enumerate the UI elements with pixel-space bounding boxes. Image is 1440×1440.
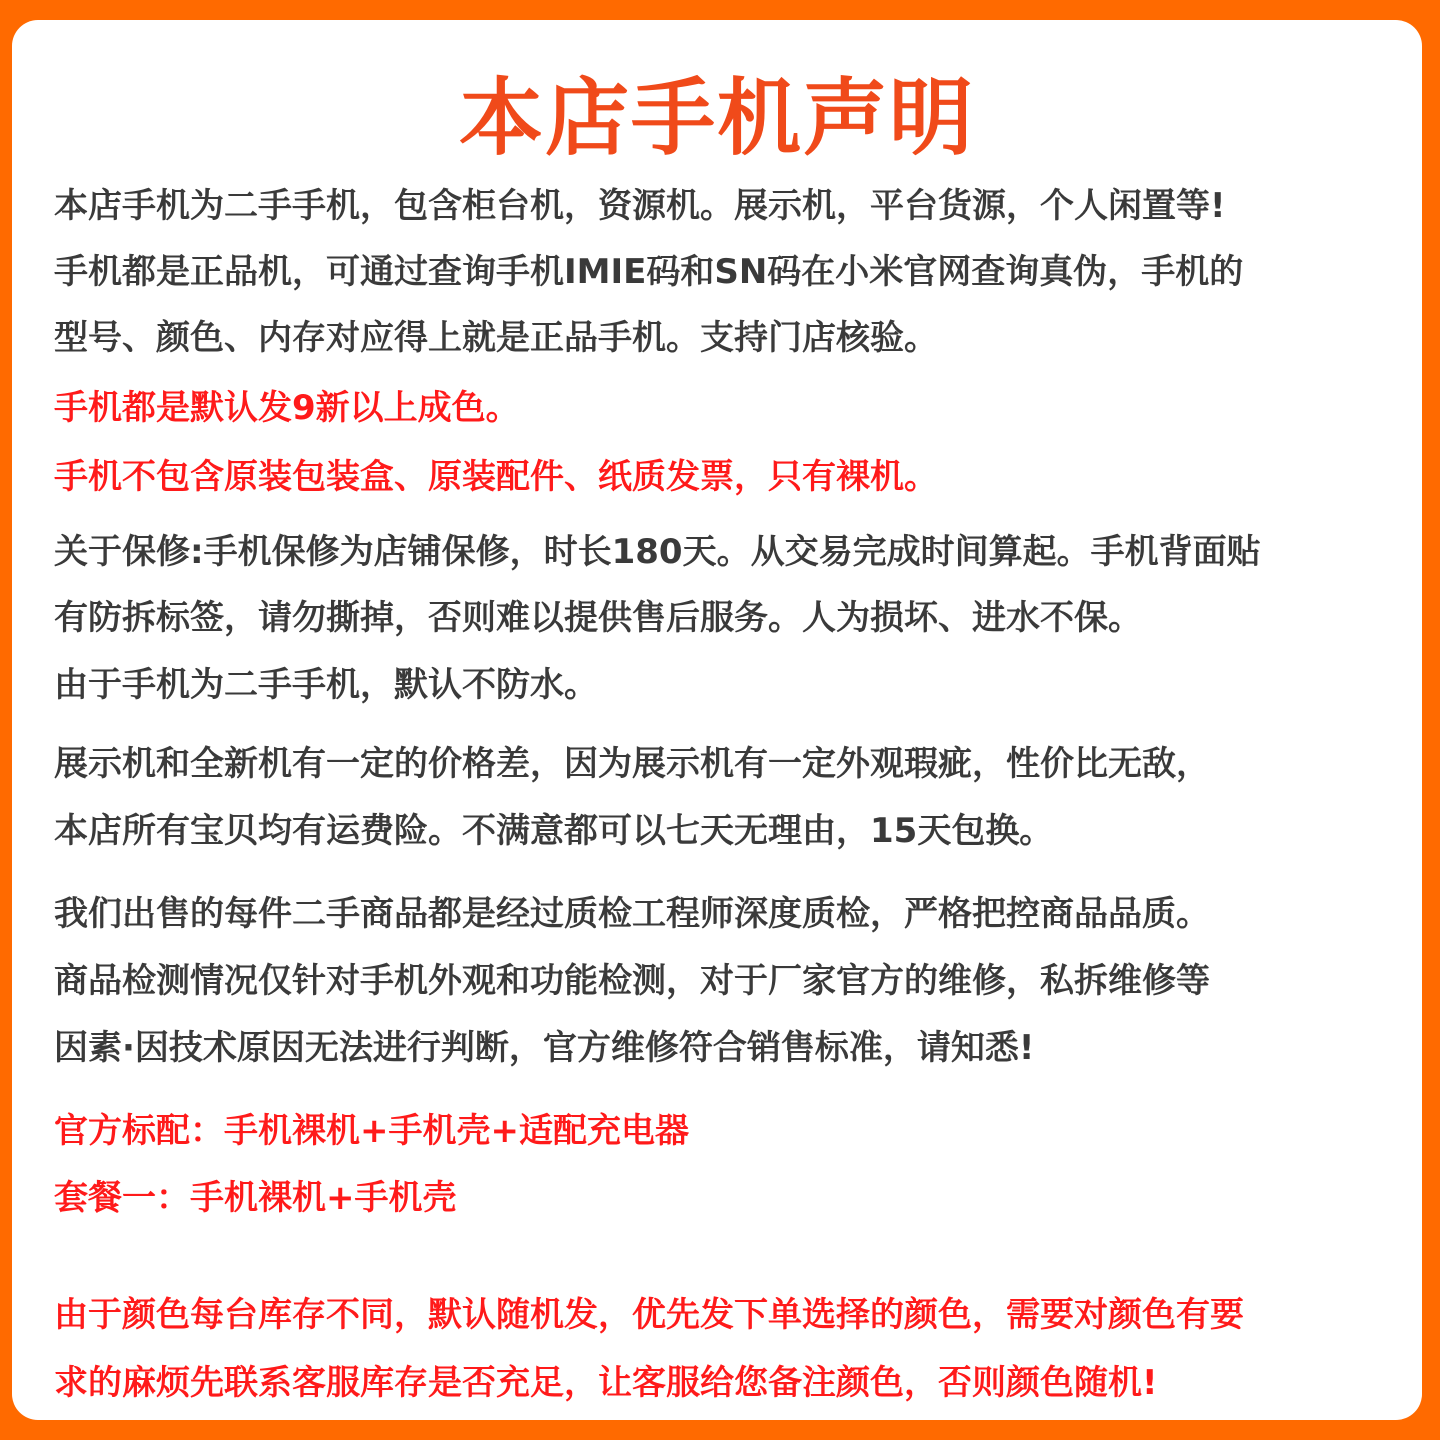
inspection-line: 我们出售的每件二手商品都是经过质检工程师深度质检，严格把控商品品质。 (54, 894, 1210, 934)
display-machine-line: 本店所有宝贝均有运费险。不满意都可以七天无理由，15天包换。 (54, 811, 1054, 851)
notice-card (12, 20, 1422, 1420)
color-notice-line: 由于颜色每台库存不同，默认随机发，优先发下单选择的颜色，需要对颜色有要 (54, 1295, 1244, 1335)
notice-line: 型号、颜色、内存对应得上就是正品手机。支持门店核验。 (54, 318, 938, 358)
warranty-line: 有防拆标签，请勿撕掉，否则难以提供售后服务。人为损坏、进水不保。 (54, 598, 1142, 638)
warranty-line: 由于手机为二手手机，默认不防水。 (54, 665, 598, 705)
color-notice-line: 求的麻烦先联系客服库存是否充足，让客服给您备注颜色，否则颜色随机! (54, 1363, 1158, 1403)
page-title: 本店手机声明 (458, 69, 975, 167)
notice-line: 手机都是正品机，可通过查询手机IMIE码和SN码在小米官网查询真伪，手机的 (54, 252, 1244, 292)
inspection-line: 商品检测情况仅针对手机外观和功能检测，对于厂家官方的维修，私拆维修等 (54, 961, 1210, 1001)
highlight-line: 手机不包含原装包装盒、原装配件、纸质发票，只有裸机。 (54, 457, 938, 497)
highlight-line: 手机都是默认发9新以上成色。 (54, 388, 520, 428)
package-standard-line: 官方标配：手机裸机+手机壳+适配充电器 (54, 1111, 689, 1151)
notice-line: 本店手机为二手手机，包含柜台机，资源机。展示机，平台货源，个人闲置等! (54, 186, 1226, 226)
display-machine-line: 展示机和全新机有一定的价格差，因为展示机有一定外观瑕疵，性价比无敌， (54, 744, 1210, 784)
warranty-line: 关于保修:手机保修为店铺保修，时长180天。从交易完成时间算起。手机背面贴 (54, 532, 1261, 572)
package-one-line: 套餐一：手机裸机+手机壳 (54, 1178, 457, 1218)
inspection-line: 因素·因技术原因无法进行判断，官方维修符合销售标准，请知悉! (54, 1028, 1035, 1068)
